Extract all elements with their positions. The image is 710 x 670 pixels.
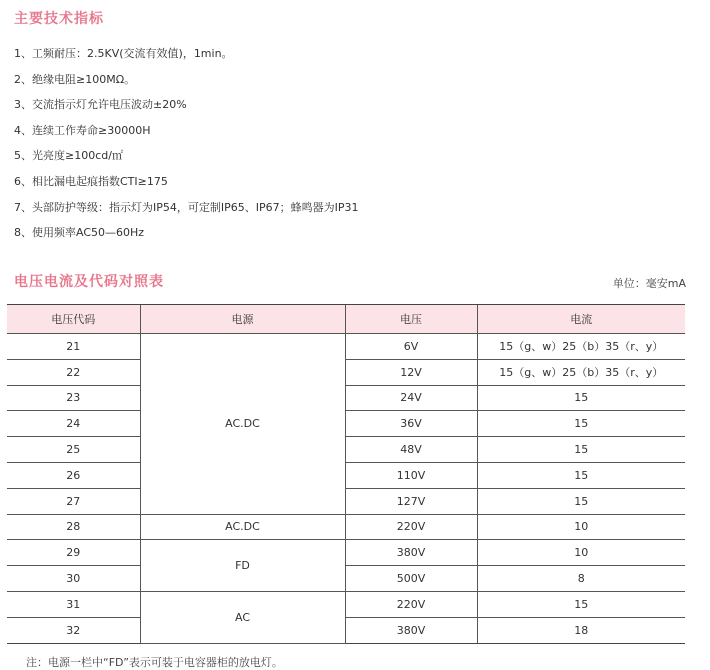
spec-item: 5、光亮度≥100cd/㎡ (14, 149, 123, 163)
current-cell: 15 (477, 411, 685, 437)
current-cell: 15（g、w）25（b）35（r、y） (477, 359, 685, 385)
table-row (7, 617, 685, 643)
table-row (7, 385, 685, 411)
voltage-cell: 12V (345, 359, 477, 385)
table-row (7, 462, 685, 488)
voltage-cell: 220V (345, 514, 477, 540)
power-cell: AC (140, 591, 345, 643)
section-title-specs: 主要技术指标 (14, 11, 104, 27)
voltage-code-cell: 29 (7, 540, 140, 566)
voltage-code-cell: 26 (7, 462, 140, 488)
current-cell: 15 (477, 462, 685, 488)
spec-item: 6、相比漏电起痕指数CTI≥175 (14, 174, 168, 188)
voltage-cell: 380V (345, 617, 477, 643)
power-cell: AC.DC (140, 334, 345, 515)
current-cell: 15（g、w）25（b）35（r、y） (477, 334, 685, 360)
spec-item: 3、交流指示灯允许电压波动±20% (14, 98, 187, 112)
voltage-code-cell: 22 (7, 359, 140, 385)
header-current: 电流 (477, 305, 685, 334)
spec-item: 7、头部防护等级：指示灯为IP54，可定制IP65、IP67；蜂鸣器为IP31 (14, 200, 359, 214)
voltage-code-cell: 27 (7, 488, 140, 514)
current-cell: 15 (477, 437, 685, 463)
spec-item: 1、工频耐压：2.5KV(交流有效值)，1min。 (14, 47, 233, 60)
voltage-code-cell: 25 (7, 437, 140, 463)
current-cell: 8 (477, 566, 685, 592)
voltage-cell: 48V (345, 437, 477, 463)
table-note: 注：电源一栏中“FD”表示可装于电容器柜的放电灯。 (26, 656, 283, 669)
spec-list (14, 41, 359, 246)
voltage-code-cell: 31 (7, 591, 140, 617)
current-cell: 10 (477, 514, 685, 540)
voltage-cell: 24V (345, 385, 477, 411)
spec-item: 8、使用频率AC50—60Hz (14, 226, 145, 240)
table-row (7, 359, 685, 385)
current-cell: 10 (477, 540, 685, 566)
spec-item: 2、绝缘电阻≥100MΩ。 (14, 72, 136, 86)
voltage-cell: 110V (345, 462, 477, 488)
unit-label: 单位：毫安mA (612, 277, 686, 290)
section-title-table: 电压电流及代码对照表 (14, 274, 164, 290)
voltage-code-cell: 32 (7, 617, 140, 643)
table-row (7, 566, 685, 592)
table-row (7, 591, 685, 617)
spec-item: 4、连续工作寿命≥30000H (14, 123, 151, 137)
voltage-code-cell: 28 (7, 514, 140, 540)
voltage-cell: 127V (345, 488, 477, 514)
voltage-cell: 6V (345, 334, 477, 360)
voltage-cell: 220V (345, 591, 477, 617)
table-row (7, 514, 685, 540)
voltage-cell: 36V (345, 411, 477, 437)
table-header-row (7, 305, 685, 334)
current-cell: 18 (477, 617, 685, 643)
voltage-code-cell: 21 (7, 334, 140, 360)
power-cell: AC.DC (140, 514, 345, 540)
voltage-code-cell: 30 (7, 566, 140, 592)
current-cell: 15 (477, 488, 685, 514)
table-row (7, 488, 685, 514)
table-row (7, 437, 685, 463)
current-cell: 15 (477, 591, 685, 617)
voltage-current-table (7, 304, 685, 644)
voltage-cell: 500V (345, 566, 477, 592)
table-row (7, 540, 685, 566)
power-cell: FD (140, 540, 345, 592)
table-row (7, 411, 685, 437)
current-cell: 15 (477, 385, 685, 411)
voltage-cell: 380V (345, 540, 477, 566)
voltage-code-cell: 24 (7, 411, 140, 437)
header-voltage: 电压 (345, 305, 477, 334)
header-voltage-code: 电压代码 (7, 305, 140, 334)
voltage-code-cell: 23 (7, 385, 140, 411)
header-power: 电源 (140, 305, 345, 334)
table-row (7, 334, 685, 360)
